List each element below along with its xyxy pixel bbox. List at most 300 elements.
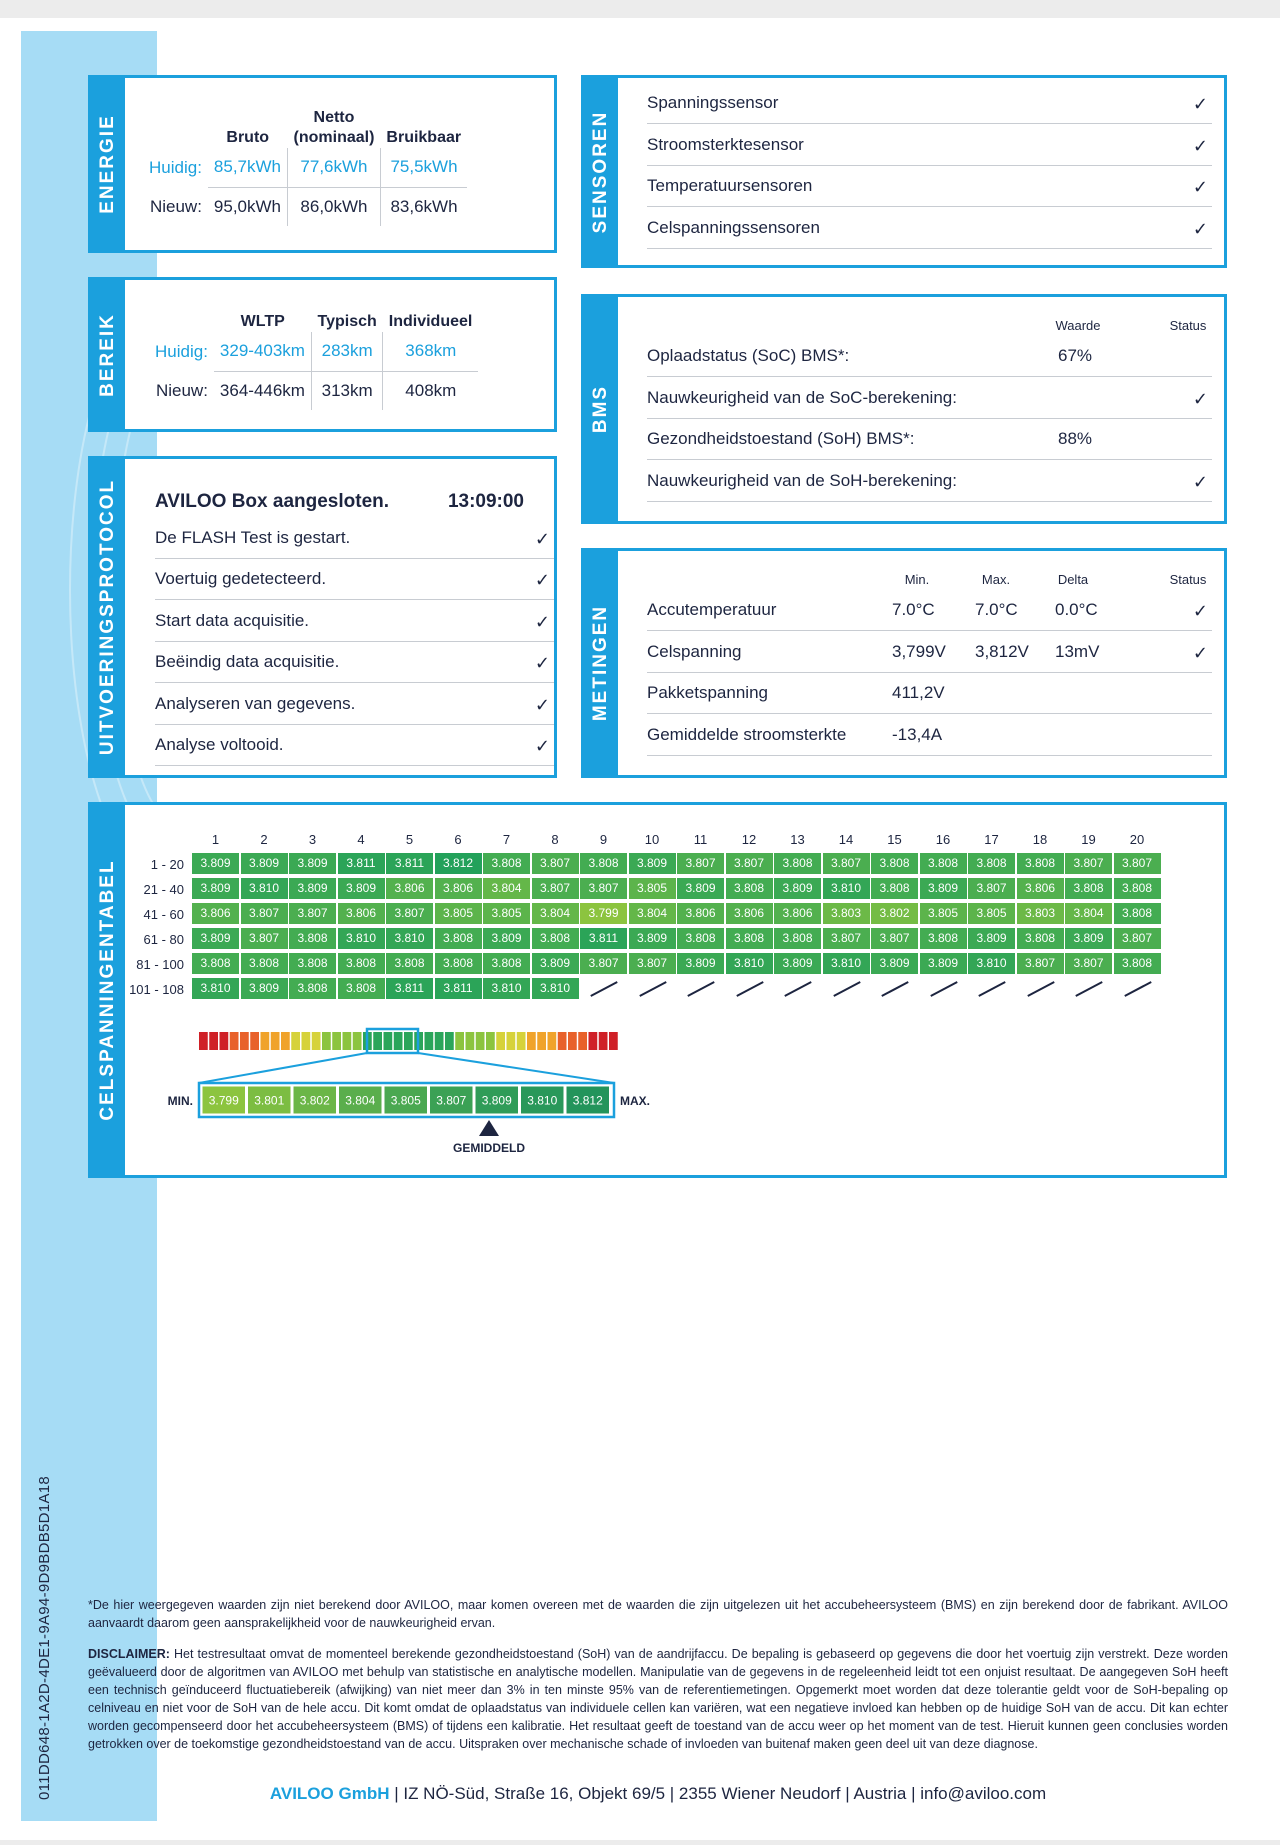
column-number: 10 [644,832,660,847]
sensor-label: Spanningssensor [647,93,779,112]
bms-row-label: Nauwkeurigheid van de SoH-berekening: [647,470,957,490]
bereik-new-individueel: 408km [383,371,479,410]
zoom-cell-value: 3.804 [345,1093,376,1108]
protocol-heading [155,481,524,517]
cell-voltage: 3.809 [338,878,385,899]
scale-segment [568,1032,577,1050]
protocol-step-label: Analyse voltooid. [155,735,284,754]
scale-segment [394,1032,403,1050]
cell-voltage: 3.808 [289,978,336,999]
column-number: 8 [551,832,559,847]
cell-voltage: 3.799 [580,903,627,924]
col-netto: Netto (nominaal) [293,109,375,146]
energie-table [143,104,467,226]
metingen-row-label: Accutemperatuur [647,600,777,619]
cell-voltage: 3.808 [871,853,918,874]
cell-voltage: 3.803 [1017,903,1064,924]
cell-voltage: 3.809 [192,853,239,874]
cell-voltage: 3.808 [386,953,433,974]
column-number: 4 [357,832,365,847]
check-icon: ✓ [534,736,550,756]
column-number: 6 [454,832,462,847]
disclaimer [88,1645,1228,1753]
protocol-step [155,683,554,725]
row-label: 41 - 60 [143,907,184,922]
metingen-delta-value: 13mV [1055,641,1100,661]
scale-segment [250,1032,259,1050]
col-wltp: WLTP [240,313,285,330]
celspanning-panel [88,802,1227,1178]
cell-voltage: 3.807 [386,903,433,924]
check-icon: ✓ [1192,642,1208,663]
protocol-time: 13:09:00 [447,491,524,512]
check-icon: ✓ [1192,94,1208,114]
scale-segment [517,1032,526,1050]
zoom-cell-value: 3.810 [527,1093,558,1108]
metingen-row-label: Gemiddelde stroomsterkte [647,724,847,744]
cell-voltage: 3.808 [1114,878,1161,899]
metingen-row-label: Pakketspanning [647,683,768,702]
cell-voltage: 3.809 [920,878,967,899]
scale-segment [507,1032,516,1050]
cell-voltage: 3.808 [920,928,967,949]
cell-voltage: 3.807 [968,878,1015,899]
cell-voltage: 3.807 [1114,853,1161,874]
zoom-line-right [418,1053,614,1083]
row-label: 61 - 80 [143,932,184,947]
sensor-label: Celspanningssensoren [647,217,820,237]
cell-voltage: 3.809 [483,928,530,949]
metingen-max-value: 7.0°C [975,600,1018,619]
footer-address: | IZ NÖ-Süd, Straße 16, Objekt 69/5 | 2355 Wiener Neudorf | Austria | info@aviloo.com [389,1784,1047,1803]
cell-voltage: 3.809 [241,978,288,999]
bms-panel [581,294,1227,524]
cell-voltage: 3.810 [483,978,530,999]
metingen-max-value: 3,812V [975,641,1029,661]
cell-voltage: 3.809 [920,953,967,974]
column-number: 2 [260,832,268,847]
bms-row [647,331,1212,377]
check-icon: ✓ [1192,218,1208,239]
zoom-cell-value: 3.801 [254,1093,285,1108]
cell-voltage: 3.805 [968,903,1015,924]
scale-segment [404,1032,413,1050]
scale-segment [281,1032,290,1050]
protocol-panel [88,456,557,778]
cell-voltage: 3.808 [871,878,918,899]
metingen-delta-value: 0.0°C [1055,600,1098,619]
cell-voltage: 3.804 [483,878,530,899]
bereik-table [149,304,478,410]
bms-row [647,460,1212,502]
cell-voltage: 3.807 [1114,928,1161,949]
footer [88,1784,1228,1804]
sensor-item [647,78,1212,124]
disclaimer-label: DISCLAIMER: [88,1647,170,1661]
check-icon: ✓ [534,694,550,715]
check-icon: ✓ [534,570,550,590]
cell-voltage: 3.809 [532,953,579,974]
cell-voltage: 3.808 [1017,928,1064,949]
scale-segment [240,1032,249,1050]
energie-current-netto: 77,6kWh [288,148,381,187]
bereik-current-wltp: 329-403km [214,332,312,371]
metingen-tab: METINGEN [584,551,618,775]
cell-voltage: 3.807 [823,853,870,874]
scale-segment [425,1032,434,1050]
zoom-cell-value: 3.799 [208,1093,239,1108]
metingen-row [647,631,1212,673]
scale-segment [220,1032,229,1050]
cell-voltage: 3.806 [386,878,433,899]
check-icon: ✓ [534,653,550,673]
protocol-tab: UITVOERINGSPROTOCOL [91,459,125,775]
cell-voltage: 3.810 [823,953,870,974]
column-number: 5 [405,832,414,847]
cell-voltage: 3.810 [823,878,870,899]
sensor-label: Temperatuursensoren [647,176,813,195]
cell-voltage: 3.808 [920,853,967,874]
protocol-steps [155,517,554,766]
cell-voltage: 3.808 [1017,853,1064,874]
cell-voltage: 3.811 [386,853,433,874]
sensor-item [647,124,1212,166]
cell-voltage: 3.808 [1114,903,1161,924]
protocol-step-label: De FLASH Test is gestart. [155,527,351,547]
energie-new-bruikbaar: 83,6kWh [380,187,467,226]
protocol-step-label: Voertuig gedetecteerd. [155,569,327,588]
check-icon: ✓ [534,528,550,549]
scale-max-label: MAX. [620,1094,650,1108]
protocol-step [155,600,554,642]
bereik-tab: BEREIK [91,280,125,429]
column-number: 16 [935,832,951,847]
zoom-line-left [199,1053,367,1083]
column-number: 9 [599,832,608,847]
cell-voltage: 3.806 [192,903,239,924]
cell-voltage: 3.811 [338,853,385,874]
cell-voltage: 3.809 [1065,928,1112,949]
cell-voltage: 3.810 [241,878,288,899]
cell-voltage: 3.807 [677,853,724,874]
metingen-col-min: Min. [904,572,930,587]
energie-current-bruikbaar: 75,5kWh [380,148,467,187]
cell-voltage: 3.808 [289,928,336,949]
scale-segment [609,1032,618,1050]
scale-segment [445,1032,454,1050]
scale-segment [486,1032,495,1050]
metingen-panel [581,548,1227,778]
cell-voltage: 3.809 [192,878,239,899]
cell-voltage: 3.809 [774,878,821,899]
cell-voltage: 3.808 [192,953,239,974]
cell-voltage: 3.807 [629,953,676,974]
cell-voltage: 3.808 [338,953,385,974]
column-number: 19 [1081,832,1096,847]
cell-voltage: 3.808 [726,878,773,899]
cell-voltage: 3.809 [289,853,336,874]
scale-segment [322,1032,331,1050]
cell-voltage: 3.808 [435,953,482,974]
celspanning-tab: CELSPANNINGENTABEL [91,805,125,1175]
bms-row-label: Oplaadstatus (SoC) BMS*: [647,346,850,365]
cell-voltage: 3.808 [483,953,530,974]
column-number: 13 [790,832,805,847]
cell-voltage: 3.805 [435,903,482,924]
bms-col-value: Waarde [1055,318,1101,333]
check-icon: ✓ [1192,177,1208,197]
cell-voltage: 3.809 [629,928,676,949]
row-label: 101 - 108 [129,982,184,997]
column-number: 15 [887,832,902,847]
cell-voltage: 3.807 [580,878,627,899]
row-label: 81 - 100 [136,957,184,972]
bereik-current-typisch: 283km [311,332,382,371]
cell-voltage: 3.808 [241,953,288,974]
cell-voltage: 3.810 [386,928,433,949]
col-individueel: Individueel [388,313,473,330]
cell-voltage: 3.811 [386,978,433,999]
scale-segment [209,1032,218,1050]
cell-voltage: 3.803 [823,903,870,924]
zoom-cell-value: 3.802 [299,1093,330,1108]
col-bruto: Bruto [226,129,270,146]
cell-voltage: 3.810 [726,953,773,974]
scale-segment [353,1032,362,1050]
metingen-row [647,585,1212,631]
cell-voltage: 3.805 [920,903,967,924]
column-number: 11 [693,832,708,847]
scale-segment [271,1032,280,1050]
column-number: 18 [1032,832,1048,847]
metingen-col-max: Max. [981,572,1011,587]
cell-voltage: 3.802 [871,903,918,924]
cell-voltage: 3.808 [774,853,821,874]
column-number: 14 [838,832,854,847]
cell-voltage: 3.804 [1065,903,1112,924]
check-icon: ✓ [1192,471,1208,492]
scale-segment [435,1032,444,1050]
cell-voltage: 3.812 [435,853,482,874]
scale-segment [230,1032,239,1050]
metingen-col-status: Status [1169,572,1207,587]
cell-voltage: 3.804 [532,903,579,924]
cell-voltage: 3.805 [629,878,676,899]
protocol-step-label: Analyseren van gegevens. [155,693,356,713]
cell-voltage: 3.808 [1114,953,1161,974]
scale-segment [291,1032,300,1050]
cell-voltage: 3.809 [774,953,821,974]
energie-new-netto: 86,0kWh [288,187,381,226]
cell-voltage: 3.806 [677,903,724,924]
protocol-step [155,725,554,767]
bms-row-label: Nauwkeurigheid van de SoC-berekening: [647,387,957,407]
cell-voltage: 3.808 [435,928,482,949]
row-label: 21 - 40 [143,882,184,897]
protocol-step [155,559,554,601]
footer-brand: AVILOO GmbH [269,1784,390,1803]
protocol-step [155,517,554,559]
zoom-cell-value: 3.809 [481,1093,512,1108]
cell-voltage: 3.810 [532,978,579,999]
cell-voltage: 3.807 [1017,953,1064,974]
cell-voltage: 3.809 [629,853,676,874]
bms-row [647,377,1212,419]
bereik-panel [88,277,557,432]
cell-voltage: 3.807 [580,953,627,974]
cell-voltage: 3.807 [871,928,918,949]
metingen-col-delta: Delta [1057,572,1089,587]
metingen-min-value: 3,799V [892,641,946,661]
protocol-step-label: Beëindig data acquisitie. [155,652,340,671]
scale-segment [548,1032,557,1050]
metingen-row-label: Celspanning [647,641,742,661]
bms-row-value: 88% [1058,429,1093,448]
cell-voltage: 3.807 [532,853,579,874]
metingen-min-value: -13,4A [892,724,943,744]
cell-voltage: 3.808 [483,853,530,874]
scale-segment [589,1032,598,1050]
sensor-list [647,78,1212,249]
average-marker-icon [479,1120,499,1136]
energie-panel [88,75,557,253]
bms-col-status: Status [1169,318,1207,333]
cell-voltage: 3.808 [774,928,821,949]
cell-voltage: 3.809 [677,878,724,899]
cell-voltage: 3.808 [677,928,724,949]
sensoren-tab: SENSOREN [584,78,618,265]
row-label-current: Huidig: [149,157,202,177]
check-icon: ✓ [1192,388,1208,409]
scale-segment [599,1032,608,1050]
sensor-item [647,166,1212,208]
scale-segment [302,1032,311,1050]
cell-voltage: 3.808 [1065,878,1112,899]
cell-voltage: 3.809 [677,953,724,974]
metingen-row [647,673,1212,715]
sensor-label: Stroomsterktesensor [647,134,804,154]
cell-voltage: 3.807 [726,853,773,874]
cell-voltage: 3.808 [968,853,1015,874]
metingen-min-value: 411,2V [892,683,945,702]
bms-list [647,331,1212,502]
scale-segment [373,1032,382,1050]
cell-voltage: 3.809 [871,953,918,974]
metingen-min-value: 7.0°C [892,600,935,619]
cell-voltage: 3.809 [192,928,239,949]
column-number: 20 [1129,832,1145,847]
row-label-new: Nieuw: [155,380,208,400]
zoom-cell-value: 3.807 [436,1093,467,1108]
scale-segment [537,1032,546,1050]
col-bruikbaar: Bruikbaar [386,129,462,146]
cell-voltage: 3.807 [241,903,288,924]
energie-new-bruto: 95,0kWh [213,196,282,216]
bereik-new-typisch: 313km [311,371,382,410]
cell-voltage: 3.810 [338,928,385,949]
cell-voltage: 3.811 [435,978,482,999]
scale-segment [496,1032,505,1050]
cell-voltage: 3.806 [435,878,482,899]
col-typisch: Typisch [317,313,377,330]
energie-tab: ENERGIE [91,78,125,250]
scale-min-label: MIN. [167,1094,193,1108]
scale-segment [558,1032,567,1050]
row-label: 1 - 20 [150,857,184,872]
bms-row-label: Gezondheidstoestand (SoH) BMS*: [647,429,915,448]
column-number: 12 [741,832,757,847]
cell-voltage: 3.806 [1017,878,1064,899]
cell-voltage: 3.808 [289,953,336,974]
bms-tab: BMS [584,297,618,521]
scale-segment [332,1032,341,1050]
check-icon: ✓ [1192,135,1208,156]
row-label-new: Nieuw: [149,196,202,216]
cell-voltage: 3.807 [1065,853,1112,874]
check-icon: ✓ [534,611,550,632]
protocol-heading-text: AVILOO Box aangesloten. [155,491,390,512]
row-label-current: Huidig: [155,341,208,361]
cell-voltage: 3.806 [726,903,773,924]
metingen-list [647,585,1212,756]
cell-voltage: 3.810 [192,978,239,999]
energie-current-bruto: 85,7kWh [208,148,288,187]
cell-voltage: 3.805 [483,903,530,924]
sensoren-panel [581,75,1227,268]
cell-voltage: 3.806 [338,903,385,924]
scale-segment [578,1032,587,1050]
disclaimer-text: Het testresultaat omvat de momenteel berekende gezondheidstoestand (SoH) van de aandrijfaccu. De bepaling is gebaseerd op gegevens die door het voertuig zijn verstrekt. Deze worden geëvalueerd door de algoritmen van AVILOO met behulp van statistische en analytische modellen. Manipulatie van de gegevens in de regeleenheid leidt tot een onjuist resultaat. De aangegeven SoH heeft een technisch geïnduceerd fluctuatiebereik (afwijking) van niet meer dan 3% in ten minste 95% van de referentiemetingen. Opgemerkt moet worden dat deze tolerantie geldt voor de SoH-bepaling op celniveau en niet voor de SoH van de hele accu. Dit komt omdat de oplaadstatus van individuele cellen kan variëren, wat een negatieve invloed kan hebben op de huidige SoH van de accu. Dit kan echter worden gecompenseerd door het accubeheersysteem (BMS) of tijdens een kalibratie. Het resultaat geeft de toestand van de accu weer op het moment van de test. Hieruit kunnen geen conclusies worden getrokken over de toekomstige gezondheidstoestand van de accu. Uitspraken over mechanische schade of invloeden van buitenaf maken geen deel uit van deze diagnose. [88,1647,1228,1751]
cell-voltage: 3.807 [532,878,579,899]
check-icon: ✓ [1192,601,1208,621]
scale-segment [527,1032,536,1050]
cell-voltage: 3.807 [823,928,870,949]
metingen-row [647,714,1212,756]
sensor-item [647,207,1212,249]
scale-segment [476,1032,485,1050]
cell-voltage: 3.809 [289,878,336,899]
bereik-current-individueel: 368km [383,332,479,371]
cell-voltage: 3.809 [968,928,1015,949]
cell-scale [91,805,1224,1175]
cell-voltage: 3.808 [532,928,579,949]
scale-segment [455,1032,464,1050]
average-label: GEMIDDELD [453,1141,525,1155]
zoom-cell-value: 3.812 [572,1093,603,1108]
cell-voltage: 3.807 [1065,953,1112,974]
zoom-cell-value: 3.805 [390,1093,421,1108]
column-number: 1 [211,832,220,847]
scale-segment [384,1032,393,1050]
column-number: 17 [984,832,999,847]
bereik-new-wltp: 364-446km [219,380,305,400]
column-number: 3 [308,832,317,847]
bms-row [647,419,1212,461]
cell-voltage: 3.811 [580,928,627,949]
column-number: 7 [502,832,511,847]
cell-voltage: 3.808 [580,853,627,874]
scale-segment [199,1032,208,1050]
cell-voltage: 3.806 [774,903,821,924]
cell-voltage: 3.807 [289,903,336,924]
cell-voltage: 3.808 [726,928,773,949]
cell-voltage: 3.804 [629,903,676,924]
cell-voltage: 3.808 [338,978,385,999]
bms-row-value: 67% [1058,346,1093,365]
document-id: 011DD648-1A2D-4DE1-9A94-9D9BDB5D1A18 [36,1475,53,1800]
scale-segment [312,1032,321,1050]
cell-voltage: 3.809 [241,853,288,874]
